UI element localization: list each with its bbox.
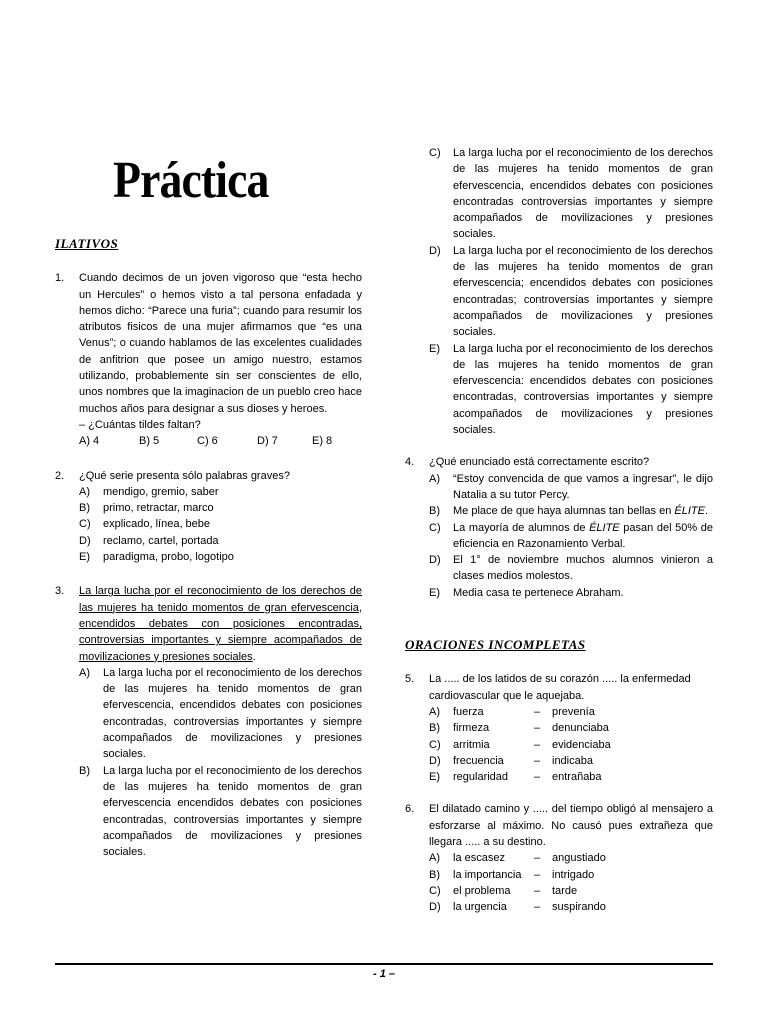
- page-number: - 1 –: [372, 968, 395, 980]
- option-text: La mayoría de alumnos de ÉLITE pasan del 50% de eficiencia en Razonamiento Verbal.: [453, 521, 713, 550]
- option-a[interactable]: A) 4: [79, 435, 100, 448]
- option-text: explicado, línea, bebe: [103, 518, 211, 531]
- option-c[interactable]: [429, 145, 713, 243]
- option-letter: D): [79, 534, 91, 547]
- option-text: reclamo, cartel, portada: [103, 534, 219, 547]
- question-3-continued: [405, 145, 713, 438]
- option-letter: C): [429, 521, 441, 534]
- option-letter: B): [79, 502, 90, 515]
- option-letter: A): [79, 485, 90, 498]
- question-prompt: ¿Qué enunciado está correctamente escrito?: [429, 456, 650, 469]
- option-letter: E): [79, 551, 90, 564]
- option-text: mendigo, gremio, saber: [103, 485, 219, 498]
- option-letter: A): [79, 666, 90, 679]
- option-a[interactable]: [429, 471, 713, 504]
- option-text: primo, retractar, marco: [103, 502, 214, 515]
- option-text: El 1° de noviembre muchos alumnos vinieron a clases medios molestos.: [453, 554, 713, 583]
- option-a[interactable]: [79, 484, 362, 500]
- option-letter: B): [79, 764, 90, 777]
- option-text: La larga lucha por el reconocimiento de los derechos de las mujeres ha tenido momentos de gran efervescencia, encendidos debates con posiciones encontradas, controversias importantes y siempre acompañados de movilizaciones y presiones sociales.: [103, 666, 362, 761]
- option-c[interactable]: C) 6: [197, 435, 218, 448]
- option-e[interactable]: [429, 585, 713, 601]
- question-number: 2.: [55, 469, 65, 482]
- option-c[interactable]: C) el problema – tarde: [429, 884, 578, 897]
- option-c[interactable]: [429, 520, 713, 553]
- option-d[interactable]: D) 7: [257, 435, 278, 448]
- question-number: 4.: [405, 456, 415, 469]
- option-text: La larga lucha por el reconocimiento de los derechos de las mujeres ha tenido momentos de gran efervescencia: encendidos debates con posiciones encontradas, controversias importantes y siempre acompañados de movilizaciones y presiones sociales.: [453, 342, 713, 437]
- option-letter: B): [429, 505, 440, 518]
- question-prompt: El dilatado camino y ..... del tiempo obligó al mensajero a esforzarse al máximo. No causó pues extrañeza que llegara ..... a su destino.: [429, 803, 713, 848]
- option-b[interactable]: [429, 503, 713, 519]
- left-column: [55, 150, 362, 860]
- option-d[interactable]: D) frecuencia – indicaba: [429, 754, 593, 767]
- stem-underlined: La larga lucha por el reconocimiento de los derechos de las mujeres ha tenido momentos de gran efervescencia, encendidos debates con posiciones encontradas, controversias importantes y siempre acompañados de movilizaciones y presiones sociales: [79, 585, 362, 663]
- option-b[interactable]: B) la importancia – intrigado: [429, 868, 595, 881]
- option-letter: C): [79, 518, 91, 531]
- option-text: La larga lucha por el reconocimiento de los derechos de las mujeres ha tenido momentos de gran efervescencia; encendidos debates con posiciones encontradas; controversias importantes y siempre acompañados de movilizaciones y presiones sociales.: [453, 244, 713, 339]
- option-b[interactable]: B) 5: [139, 435, 160, 448]
- section-heading-oraciones: ORACIONES INCOMPLETAS: [405, 637, 586, 653]
- question-1: [55, 270, 362, 449]
- option-c[interactable]: [79, 516, 362, 532]
- question-stem: [79, 583, 362, 664]
- question-number: 6.: [405, 803, 415, 816]
- option-e[interactable]: E) regularidad – entrañaba: [429, 771, 602, 784]
- option-letter: D): [429, 554, 441, 567]
- question-3: [55, 583, 362, 860]
- option-text: La larga lucha por el reconocimiento de los derechos de las mujeres ha tenido momentos de gran efervescencia, encendidos debates con posiciones encontradas controversias importantes y siempre acompañados de movilizaciones y presiones sociales.: [453, 147, 713, 241]
- option-d[interactable]: D) la urgencia – suspirando: [429, 901, 606, 914]
- option-a[interactable]: A) la escasez – angustiado: [429, 852, 606, 865]
- question-number: 5.: [405, 673, 415, 686]
- option-letter: E): [429, 586, 440, 599]
- question-prompt: – ¿Cuántas tildes faltan?: [79, 418, 201, 431]
- stem-end: .: [252, 650, 256, 663]
- option-a[interactable]: A) fuerza – prevenía: [429, 705, 595, 718]
- option-letter: A): [429, 472, 440, 485]
- option-d[interactable]: [429, 243, 713, 341]
- question-2: [55, 468, 362, 566]
- option-text: Me place de que haya alumnas tan bellas en ÉLITE.: [453, 505, 709, 518]
- question-number: 3.: [55, 585, 65, 598]
- option-a[interactable]: [79, 665, 362, 763]
- question-6: [405, 801, 713, 915]
- question-5: [405, 671, 713, 785]
- option-d[interactable]: [79, 533, 362, 549]
- option-letter: E): [429, 342, 440, 355]
- page-title: Práctica: [113, 152, 269, 209]
- right-column: [405, 145, 713, 915]
- option-d[interactable]: [429, 552, 713, 585]
- option-text: paradigma, probo, logotipo: [103, 551, 234, 564]
- question-text: Cuando decimos de un joven vigoroso que “esta hecho un Hercules” o hemos visto a tal persona enfadada y hemos dicho: “Parece una furia”; cuando para resumir los atributos fisicos de una mujer afirmamos que “es una Venus”; o cuando hablamos de las excelentes cualidades de anfitrion que posee un amigo nuestro, estamos utilizando, probablemente sin ser conscientes de ello, unos nombres que la imaginacion de un pueblo creo hace muchos años para designar a sus dioses y heroes.: [79, 272, 362, 415]
- option-b[interactable]: B) firmeza – denunciaba: [429, 722, 609, 735]
- option-e[interactable]: [79, 549, 362, 565]
- question-number: 1.: [55, 272, 65, 285]
- footer-divider: [55, 963, 713, 965]
- option-text: Media casa te pertenece Abraham.: [453, 586, 624, 599]
- option-c[interactable]: C) arritmia – evidenciaba: [429, 738, 611, 751]
- option-letter: C): [429, 147, 441, 159]
- option-text: La larga lucha por el reconocimiento de los derechos de las mujeres ha tenido momentos de gran efervescencia encendidos debates con posiciones encontradas, controversias importantes y siempre acompañados de movilizaciones y presiones sociales.: [103, 764, 362, 859]
- option-letter: D): [429, 244, 441, 257]
- option-text: “Estoy convencida de que vamos a ingresar”, le dijo Natalia a su tutor Percy.: [453, 472, 713, 501]
- option-b[interactable]: [79, 763, 362, 861]
- question-prompt: La ..... de los latidos de su corazón ..... la enfermedad cardiovascular que le aquejaba.: [429, 673, 691, 702]
- option-e[interactable]: [429, 341, 713, 439]
- option-e[interactable]: E) 8: [312, 435, 333, 448]
- question-4: [405, 454, 713, 601]
- section-heading-ilativos: ILATIVOS: [55, 236, 119, 251]
- option-b[interactable]: [79, 500, 362, 516]
- question-prompt: ¿Qué serie presenta sólo palabras graves?: [79, 469, 290, 482]
- option-row: [79, 433, 362, 449]
